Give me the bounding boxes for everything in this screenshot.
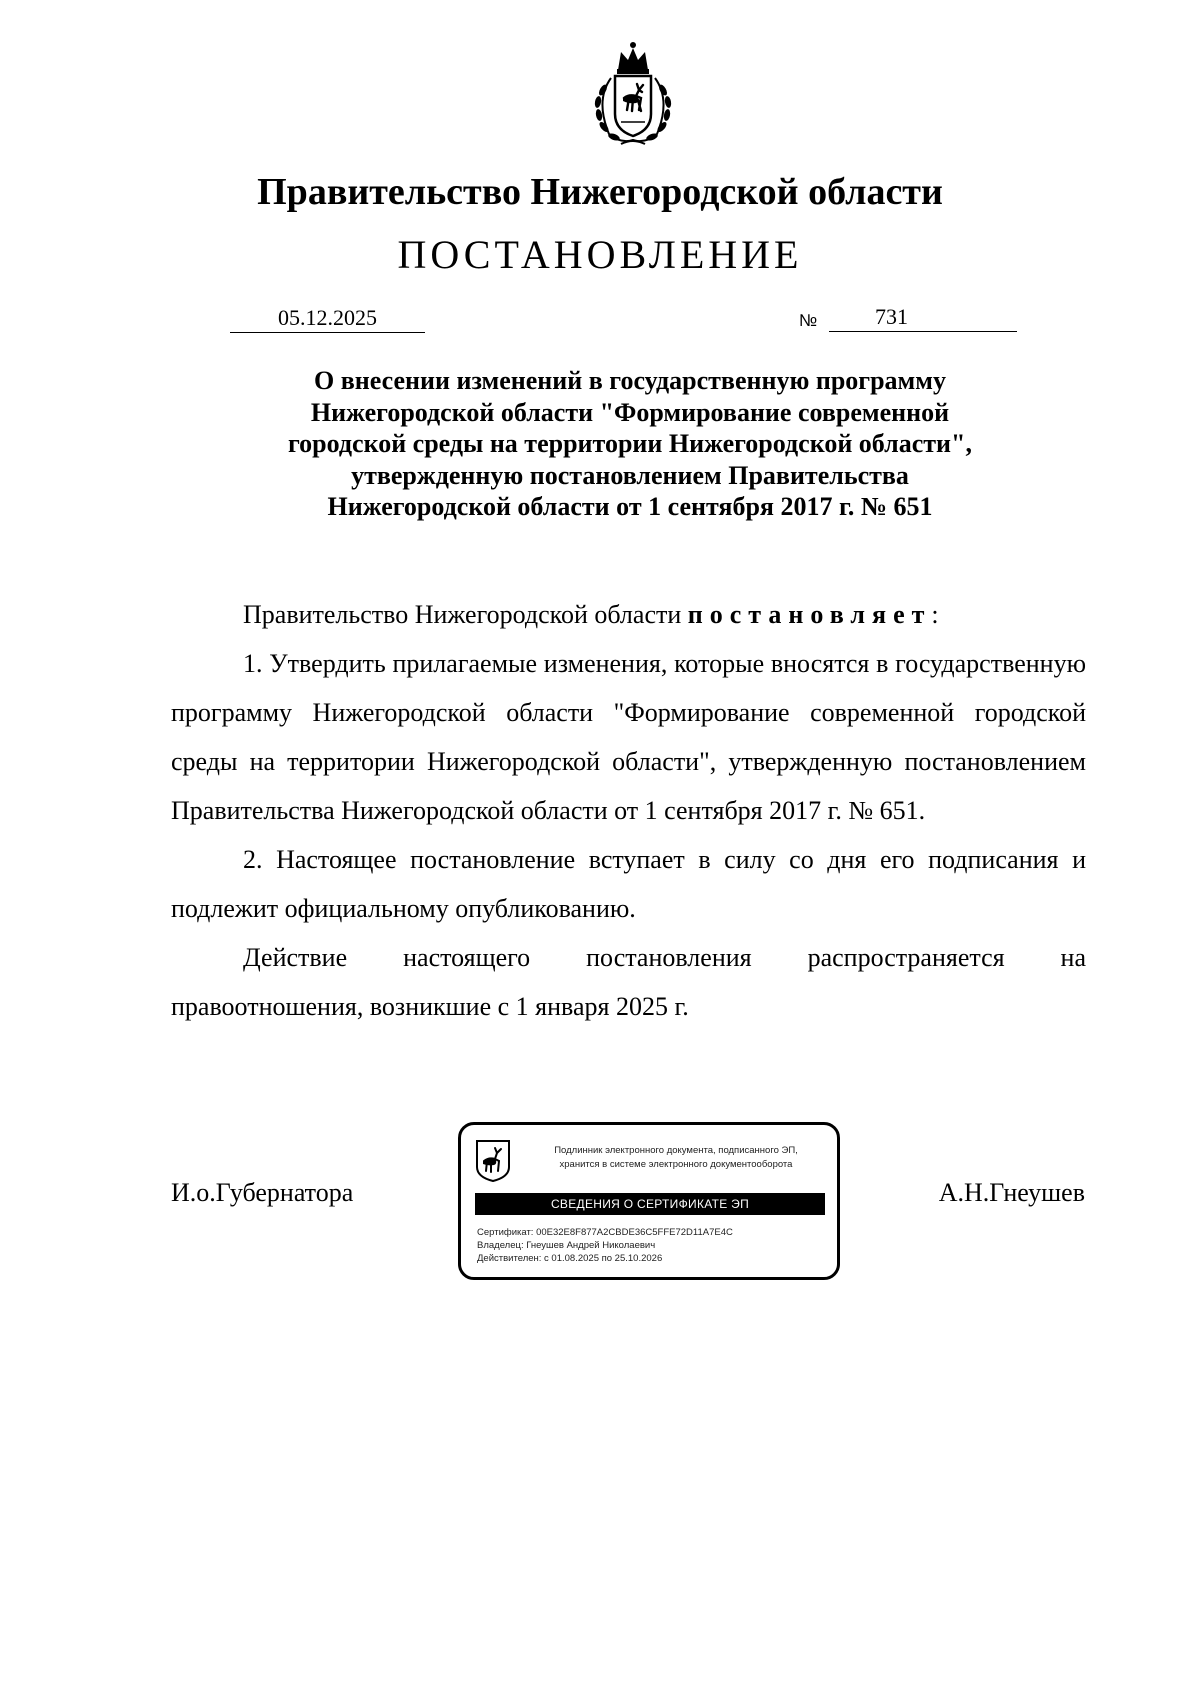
- subject-line: О внесении изменений в государственную программу: [314, 366, 946, 395]
- subject-line: городской среды на территории Нижегородской области",: [288, 429, 972, 458]
- stamp-storage-note: хранится в системе электронного документооборота: [559, 1159, 793, 1170]
- signer-name: А.Н.Гнеушев: [938, 1178, 1085, 1207]
- stamp-original-note: Подлинник электронного документа, подписанного ЭП,: [554, 1145, 798, 1156]
- item-1-paragraph: 1. Утвердить прилагаемые изменения, которые вносятся в государственную программу Нижегородской области "Формирование современной городской среды на территории Нижегородской области", утвержденную постановлением Правительства Нижегородской области от 1 сентября 2017 г. № 651.: [171, 649, 1086, 825]
- document-date: 05.12.2025: [230, 305, 425, 333]
- number-sign: №: [799, 311, 818, 330]
- document-type: ПОСТАНОВЛЕНИЕ: [397, 232, 803, 277]
- intro-prefix: Правительство Нижегородской области: [243, 600, 688, 629]
- signer-title: И.о.Губернатора: [171, 1178, 354, 1207]
- stamp-certificate: Сертификат: 00E32E8F877A2CBDE36C5FFE72D11A7E4C: [477, 1227, 733, 1238]
- intro-suffix: :: [931, 600, 939, 629]
- subject-line: утвержденную постановлением Правительства: [351, 460, 909, 490]
- subject-line: Нижегородской области "Формирование современной: [310, 397, 950, 427]
- intro-verb: постановляет: [687, 600, 932, 629]
- item-2-paragraph: 2. Настоящее постановление вступает в силу со дня его подписания и подлежит официальному опубликованию.: [171, 845, 1086, 923]
- document-number: 731: [829, 304, 1017, 332]
- coat-of-arms-icon: [581, 40, 686, 150]
- stamp-owner: Владелец: Гнеушев Андрей Николаевич: [477, 1240, 656, 1251]
- subject-line: Нижегородской области от 1 сентября 2017 г. № 651: [327, 492, 933, 521]
- government-name: Правительство Нижегородской области: [257, 171, 943, 213]
- electronic-signature-stamp: [458, 1122, 840, 1280]
- item-3-paragraph: Действие настоящего постановления распространяется на правоотношения, возникшие с 1 января 2025 г.: [171, 943, 1086, 1021]
- document-body: [171, 590, 1086, 1031]
- deer-shield-icon: [475, 1139, 511, 1183]
- intro-paragraph: [171, 590, 1086, 639]
- stamp-certificate-header: СВЕДЕНИЯ О СЕРТИФИКАТЕ ЭП: [475, 1193, 825, 1215]
- stamp-validity: Действителен: с 01.08.2025 по 25.10.2026: [477, 1253, 663, 1264]
- document-subject: [200, 365, 1060, 523]
